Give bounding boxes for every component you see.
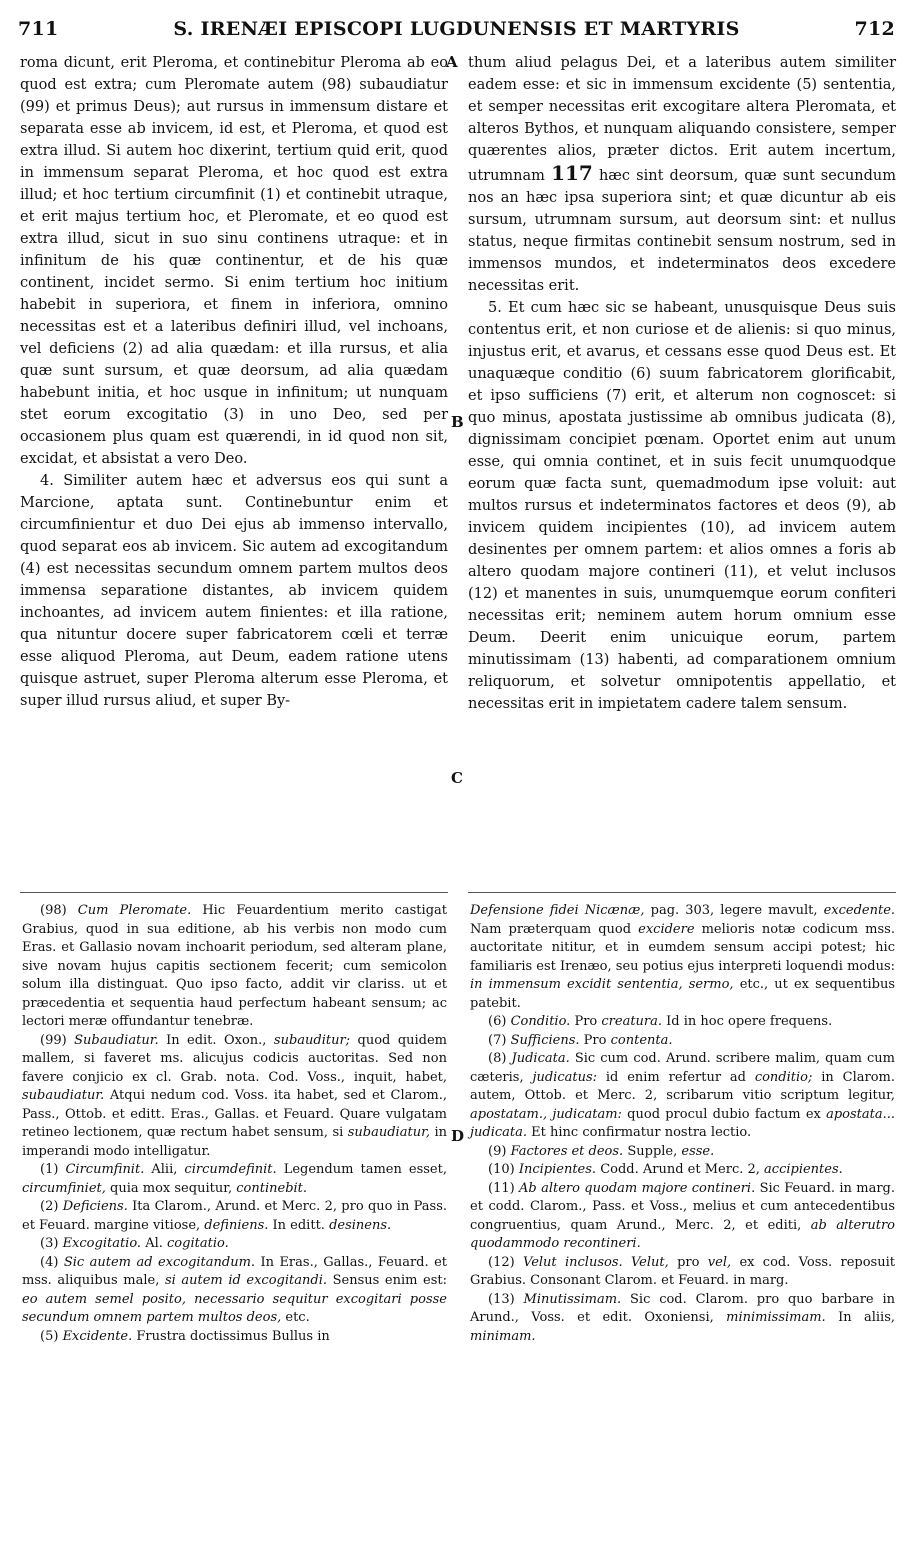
running-header — [18, 16, 895, 46]
footnote-continuation: Defensione fidei Nicænæ, pag. 303, legere mavult, excedente. Nam præterquam quod excidere melioris notæ codicum mss. auctoritate nititur, et in eumdem sensum accipi potest; hic familiaris est Irenæo, seu potius ejus interpreti loquendi modus: in immensum excidit sententia, sermo, etc., ut ex sequentibus patebit. — [470, 903, 896, 1011]
footnote: (1) Circumfinit. Alii, circumdefinit. Legendum tamen esset, circumfiniet, quia mox sequitur, continebit. — [22, 1162, 447, 1196]
footnote: (10) Incipientes. Codd. Arund et Merc. 2, accipientes. — [488, 1162, 843, 1177]
footnote: (7) Sufficiens. Pro contenta. — [488, 1032, 673, 1048]
footnote: (4) Sic autem ad excogitandum. In Eras., Gallas., Feuard. et mss. aliquibus male, si autem id excogitandi. Sensus enim est: eo autem semel posito, necessario sequitur excogitari posse secundum omnem partem multos deos, etc. — [22, 1254, 447, 1325]
footnotes-left-column — [22, 902, 447, 1346]
footnote: (98) Cum Pleromate. Hic Feuardentium merito castigat Grabius, quod in sua editione, ab his verbis non modo cum Eras. et Gallasio novam inchoarit periodum, sed alteram plane, sive novam hujus capitis sectionem fecerit; cum semicolon solum illa distinguat. Quo ipso facto, addit vir clariss. ut et præcedentia et sequentia haud perfectum habeant sensum; ac lectori meræ offundantur tenebræ. — [22, 903, 447, 1029]
main-text-left-column — [20, 52, 448, 712]
footnote: (12) Velut inclusos. Velut, pro vel, ex cod. Voss. reposuit Grabius. Consonant Clarom. et Feuard. in marg. — [470, 1254, 895, 1288]
footnote: (9) Factores et deos. Supple, esse. — [488, 1143, 715, 1159]
paragraph: 5. Et cum hæc sic se habeant, unusquisque Deus suis contentus erit, et non curiose et de alienis: si quo minus, injustus erit, et avarus, et cessans esse quod Deus est. Et unaquæque conditio (6) suum fabricatorem glorificabit, et ipso sufficiens (7) erit, et alterum non cognoscet: si quo minus, apostata justissime ab omnibus judicata (8), dignissimam concipiet pœnam. Oportet enim aut unum esse, qui omnia continet, et in suis fecit unumquodque eorum quæ facta sunt, quemadmodum ipse voluit: aut multos rursus et indeterminatos factores et deos (9), ab invicem quidem incipientes (10), ad invicem autem desinentes per omnem partem: et alios omnes a foris ab altero quodam majore contineri (11), et velut inclusos (12) et manentes in suis, unumquemque eorum confiteri necessitas erit; neminem autem horum omnium esse Deum. Deerit enim unicuique eorum, partem minutissimam (13) habenti, ad comparationem omnium reliquorum, et solvetur omnipotentis appellatio, et necessitas erit in impietatem cadere talem sensum. — [468, 300, 896, 712]
footnote: (99) Subaudiatur. In edit. Oxon., subauditur; quod quidem mallem, si faveret ms. alicujus codicis auctoritas. Sed non favere conjicio ex cl. Grab. nota. Cod. Voss., inquit, habet, subaudiatur. Atqui nedum cod. Voss. ita habet, sed et Clarom., Pass., Ottob. et editt. Eras., Gallas. et Feuard. Quare vulgatam retineo lectionem, quæ rectum habet sensum, si subaudiatur, in imperandi modo intelligatur. — [22, 1032, 448, 1159]
footnote: (5) Excidente. Frustra doctissimus Bullus in — [40, 1328, 330, 1344]
footnote: (6) Conditio. Pro creatura. Id in hoc opere frequens. — [488, 1014, 833, 1029]
margin-letter-c: C — [451, 769, 463, 787]
paragraph: 4. Similiter autem hæc et adversus eos qui sunt a Marcione, aptata sunt. Continebuntur enim et circumfinientur et duo Dei ejus ab immenso intervallo, quod separat eos ab invicem. Sic autem ad excogitandum (4) est necessitas secundum omnem partem multos deos immensa separatione distantes, ab invicem quidem inchoantes, ad invicem autem finientes: et illa ratione, qua nituntur docere super fabricatorem cœli et terræ esse aliquod Pleroma, aut Deum, eadem ratione utens quisque astruet, super Pleroma alterum esse Pleroma, et super illud rursus aliud, et super By- — [20, 473, 448, 709]
paragraph: roma dicunt, erit Pleroma, et continebitur Pleroma ab eo quod est extra; cum Pleromate autem (98) subaudiatur (99) et primus Deus); aut rursus in immensum distare et separata esse ab invicem, id est, et Pleroma, et quod est extra illud. Si autem hoc dixerint, tertium quid erit, quod in immensum separat Pleroma, et hoc quod est extra illud; et hoc tertium circumfinit (1) et continebit utraque, et erit majus tertium hoc, et Pleromate, et eo quod est extra illud, sicut in suo sinu continens utraque: et in infinitum de his quæ continentur, et de his quæ continent, incidet sermo. Si enim tertium hoc initium habebit in superiora, et finem in inferiora, omnino necessitas est et a lateribus definiri illud, vel inchoans, vel deficiens (2) ad alia quædam: et illa rursus, et alia quæ sunt sursum, et quæ deorsum, ad alia quædam habebunt initia, et hoc usque in infinitum; ut nunquam stet eorum excogitatio (3) in uno Deo, sed per occasionem plus quam est quærendi, in id quod non sit, excidat, et absistat a vero Deo. — [20, 55, 448, 467]
main-text-right-column — [468, 52, 896, 715]
margin-letter-a: A — [446, 53, 458, 71]
footnote: (2) Deficiens. Ita Clarom., Arund. et Merc. 2, pro quo in Pass. et Feuard. margine vitiose, definiens. In editt. desinens. — [22, 1199, 447, 1233]
footnote: (8) Judicata. Sic cum cod. Arund. scribere malim, quam cum cæteris, judicatus: id enim refertur ad conditio; in Clarom. autem, Ottob. et Merc. 2, scribarum vitio scriptum legitur, apostatam., judicatam: quod procul dubio factum ex apostata... judicata. Et hinc confirmatur nostra lectio. — [470, 1051, 896, 1140]
footnote: (13) Minutissimam. Sic cod. Clarom. pro quo barbare in Arund., Voss. et edit. Oxoniensi, minimissimam. In aliis, minimam. — [470, 1291, 896, 1344]
footnote-rule-right — [468, 892, 896, 893]
section-number: 117 — [551, 161, 593, 185]
footnotes-right-column — [470, 902, 895, 1346]
footnote: (11) Ab altero quodam majore contineri. Sic Feuard. in marg. et codd. Clarom., Pass. et Voss., melius et cum antecedentibus congruentius, quam Arund., Merc. 2, et editi, ab alterutro quodammodo recontineri. — [470, 1180, 896, 1251]
page-number-right: 712 — [854, 18, 895, 40]
footnote: (3) Excogitatio. Al. cogitatio. — [40, 1236, 229, 1251]
margin-letter-d: D — [451, 1127, 465, 1145]
margin-letter-b: B — [451, 413, 464, 431]
running-title: S. IRENÆI EPISCOPI LUGDUNENSIS ET MARTYRIS — [173, 18, 740, 40]
page-number-left: 711 — [18, 18, 59, 40]
paragraph: thum aliud pelagus Dei, et a lateribus autem similiter eadem esse: et sic in immensum excidente (5) sententia, et semper necessitas erit excogitare altera Pleromata, et alteros Bythos, et nunquam aliquando consistere, semper quærentes alios, præter dictos. Erit autem incertum, utrumnam 117 hæc sint deorsum, quæ sunt secundum nos an hæc ipsa superiora sint; et quæ dicuntur ab eis sursum, utrumnam sursum, aut deorsum sint: et nullus status, neque firmitas continebit sensum nostrum, sed in immensos mundos, et indeterminatos deos excedere necessitas erit. — [468, 55, 897, 294]
footnote-rule-left — [20, 892, 448, 893]
